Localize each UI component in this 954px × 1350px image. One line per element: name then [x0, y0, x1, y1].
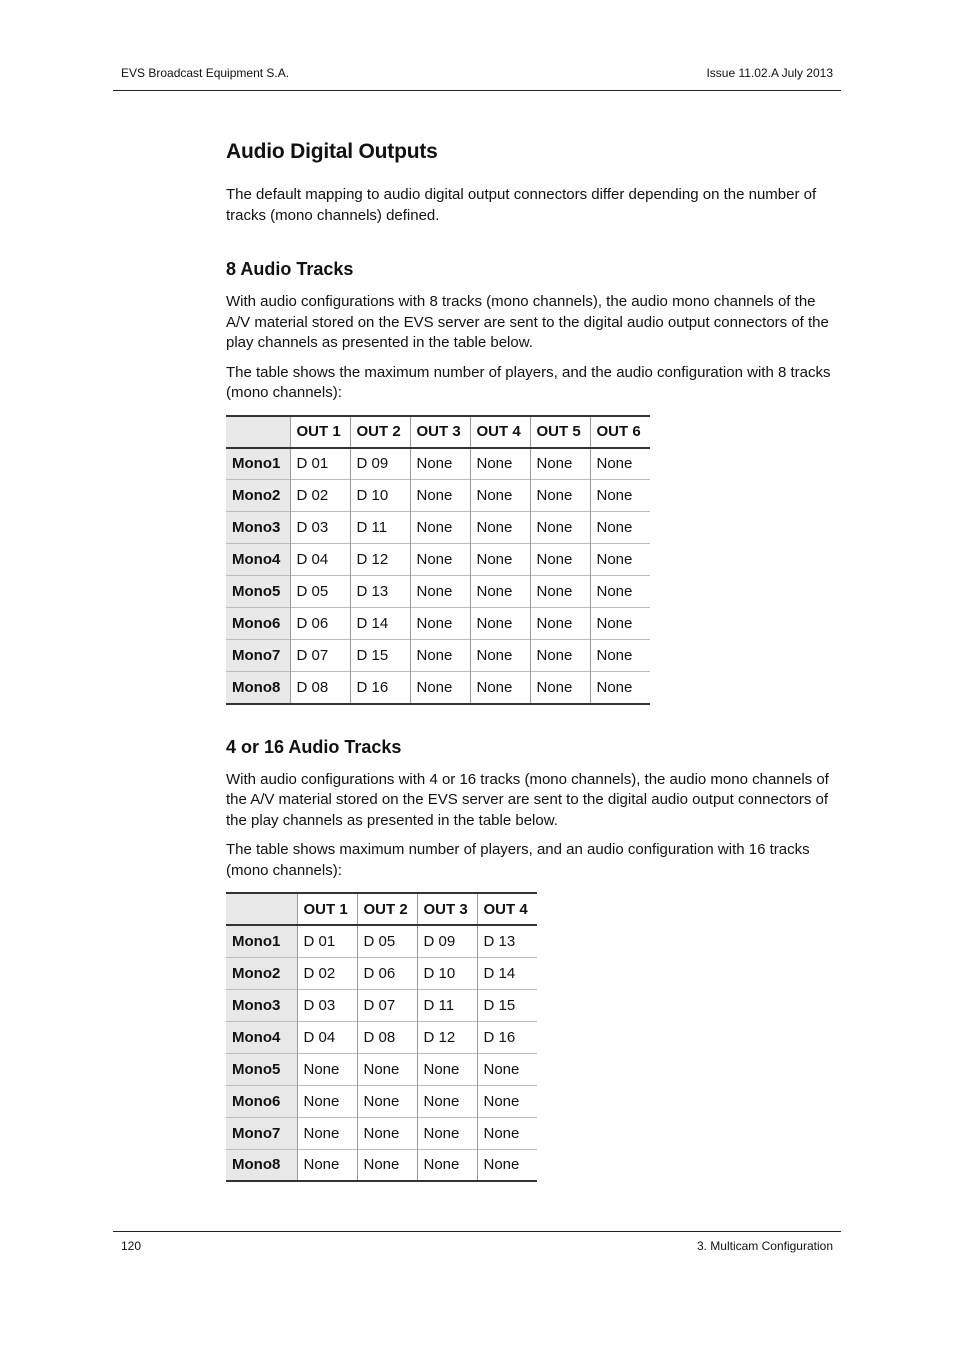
column-header: OUT 1	[297, 893, 357, 925]
table-row	[226, 608, 650, 640]
table-cell: None	[470, 576, 530, 608]
table-cell: None	[530, 512, 590, 544]
column-header: OUT 5	[530, 416, 590, 448]
table-cell: None	[590, 672, 650, 704]
table-cell: None	[297, 1149, 357, 1181]
table-8-tracks	[226, 415, 650, 705]
row-header: Mono7	[226, 1117, 297, 1149]
table-cell: D 12	[350, 544, 410, 576]
table-cell: None	[417, 1085, 477, 1117]
table-cell: None	[530, 448, 590, 480]
table-cell: None	[477, 1117, 537, 1149]
table-cell: D 14	[477, 957, 537, 989]
table-row	[226, 1053, 537, 1085]
column-header: OUT 4	[470, 416, 530, 448]
table-cell: None	[590, 608, 650, 640]
table-cell: D 03	[290, 512, 350, 544]
row-header: Mono2	[226, 957, 297, 989]
row-header: Mono3	[226, 989, 297, 1021]
table-row	[226, 925, 537, 957]
intro-paragraph: The default mapping to audio digital output connectors differ depending on the number of tracks (mono channels) defined.	[226, 186, 817, 224]
table-cell: D 02	[290, 480, 350, 512]
table-cell: D 14	[350, 608, 410, 640]
row-header: Mono5	[226, 1053, 297, 1085]
section-16-tracks-para-1: With audio configurations with 4 or 16 tracks (mono channels), the audio mono channels of the A/V material stored on the EVS server are sent to the digital audio output connectors of the play channels as presented in the table below.	[226, 770, 829, 829]
table-cell: D 07	[290, 640, 350, 672]
table-row	[226, 480, 650, 512]
table-corner-cell	[226, 416, 290, 448]
table-cell: D 03	[297, 989, 357, 1021]
table-cell: D 13	[477, 925, 537, 957]
table-row	[226, 448, 650, 480]
table-row	[226, 1021, 537, 1053]
row-header: Mono4	[226, 1021, 297, 1053]
table-cell: D 11	[350, 512, 410, 544]
table-cell: None	[530, 576, 590, 608]
row-header: Mono1	[226, 448, 290, 480]
table-cell: None	[590, 576, 650, 608]
table-cell: None	[297, 1117, 357, 1149]
row-header: Mono2	[226, 480, 290, 512]
table-cell: D 08	[357, 1021, 417, 1053]
column-header: OUT 3	[410, 416, 470, 448]
table-cell: D 04	[297, 1021, 357, 1053]
table-cell: None	[410, 672, 470, 704]
table-cell: None	[530, 672, 590, 704]
table-cell: None	[410, 448, 470, 480]
row-header: Mono4	[226, 544, 290, 576]
column-header: OUT 2	[357, 893, 417, 925]
table-cell: None	[297, 1085, 357, 1117]
table-cell: None	[470, 512, 530, 544]
table-cell: None	[417, 1117, 477, 1149]
table-row	[226, 957, 537, 989]
table-cell: None	[530, 608, 590, 640]
page-header	[113, 66, 841, 91]
table-cell: None	[470, 640, 530, 672]
column-header: OUT 2	[350, 416, 410, 448]
footer-page-number: 120	[121, 1239, 142, 1253]
table-cell: None	[410, 512, 470, 544]
table-cell: None	[477, 1149, 537, 1181]
table-cell: D 04	[290, 544, 350, 576]
table-cell: None	[410, 480, 470, 512]
table-cell: None	[357, 1053, 417, 1085]
table-row	[226, 1085, 537, 1117]
row-header: Mono6	[226, 1085, 297, 1117]
row-header: Mono1	[226, 925, 297, 957]
table-row	[226, 576, 650, 608]
row-header: Mono7	[226, 640, 290, 672]
table-cell: None	[590, 512, 650, 544]
table-cell: D 07	[357, 989, 417, 1021]
table-cell: D 06	[290, 608, 350, 640]
row-header: Mono8	[226, 1149, 297, 1181]
table-cell: D 02	[297, 957, 357, 989]
table-cell: D 16	[350, 672, 410, 704]
section-16-tracks-para-2: The table shows maximum number of players, and an audio configuration with 16 tracks (mono channels):	[226, 841, 810, 879]
table-cell: D 05	[290, 576, 350, 608]
page-footer	[113, 1231, 841, 1256]
table-cell: None	[297, 1053, 357, 1085]
table-cell: None	[357, 1117, 417, 1149]
table-cell: D 10	[350, 480, 410, 512]
table-row	[226, 512, 650, 544]
table-cell: D 05	[357, 925, 417, 957]
table-cell: None	[410, 544, 470, 576]
page-title: Audio Digital Outputs	[226, 140, 438, 163]
column-header: OUT 6	[590, 416, 650, 448]
table-row	[226, 989, 537, 1021]
column-header: OUT 4	[477, 893, 537, 925]
section-8-tracks-heading: 8 Audio Tracks	[226, 259, 354, 279]
table-cell: D 16	[477, 1021, 537, 1053]
section-8-tracks-para-2: The table shows the maximum number of players, and the audio configuration with 8 tracks (mono channels):	[226, 363, 831, 401]
table-cell: D 10	[417, 957, 477, 989]
table-cell: None	[410, 640, 470, 672]
table-header-row	[226, 416, 650, 448]
table-cell: D 09	[417, 925, 477, 957]
table-cell: None	[470, 480, 530, 512]
table-row	[226, 640, 650, 672]
table-cell: D 01	[290, 448, 350, 480]
table-cell: None	[530, 480, 590, 512]
table-cell: D 11	[417, 989, 477, 1021]
table-cell: None	[357, 1149, 417, 1181]
table-cell: D 08	[290, 672, 350, 704]
table-cell: None	[590, 480, 650, 512]
table-cell: D 06	[357, 957, 417, 989]
table-cell: None	[530, 640, 590, 672]
table-cell: D 09	[350, 448, 410, 480]
table-cell: None	[477, 1053, 537, 1085]
column-header: OUT 1	[290, 416, 350, 448]
table-cell: None	[530, 544, 590, 576]
header-issue: Issue 11.02.A July 2013	[706, 66, 833, 80]
table-cell: None	[477, 1085, 537, 1117]
table-row	[226, 1117, 537, 1149]
table-cell: None	[417, 1149, 477, 1181]
column-header: OUT 3	[417, 893, 477, 925]
row-header: Mono3	[226, 512, 290, 544]
table-corner-cell	[226, 893, 297, 925]
table-row	[226, 1149, 537, 1181]
table-cell: None	[410, 576, 470, 608]
table-cell: None	[470, 448, 530, 480]
table-cell: None	[590, 544, 650, 576]
table-row	[226, 544, 650, 576]
table-cell: D 01	[297, 925, 357, 957]
table-cell: D 15	[350, 640, 410, 672]
table-cell: D 15	[477, 989, 537, 1021]
table-header-row	[226, 893, 537, 925]
page-content	[226, 140, 836, 1182]
table-cell: None	[590, 640, 650, 672]
row-header: Mono6	[226, 608, 290, 640]
table-cell: None	[590, 448, 650, 480]
footer-chapter: 3. Multicam Configuration	[696, 1239, 833, 1253]
table-cell: None	[417, 1053, 477, 1085]
table-cell: D 12	[417, 1021, 477, 1053]
table-16-tracks	[226, 892, 537, 1182]
table-cell: None	[470, 544, 530, 576]
table-cell: D 13	[350, 576, 410, 608]
row-header: Mono8	[226, 672, 290, 704]
section-8-tracks-para-1: With audio configurations with 8 tracks (mono channels), the audio mono channels of the A/V material stored on the EVS server are sent to the digital audio output connectors of the play channels as presented in the table below.	[226, 293, 829, 351]
header-company: EVS Broadcast Equipment S.A.	[121, 66, 290, 80]
section-16-tracks-heading: 4 or 16 Audio Tracks	[226, 736, 402, 757]
table-cell: None	[470, 672, 530, 704]
table-row	[226, 672, 650, 704]
table-cell: None	[470, 608, 530, 640]
table-cell: None	[410, 608, 470, 640]
row-header: Mono5	[226, 576, 290, 608]
table-cell: None	[357, 1085, 417, 1117]
